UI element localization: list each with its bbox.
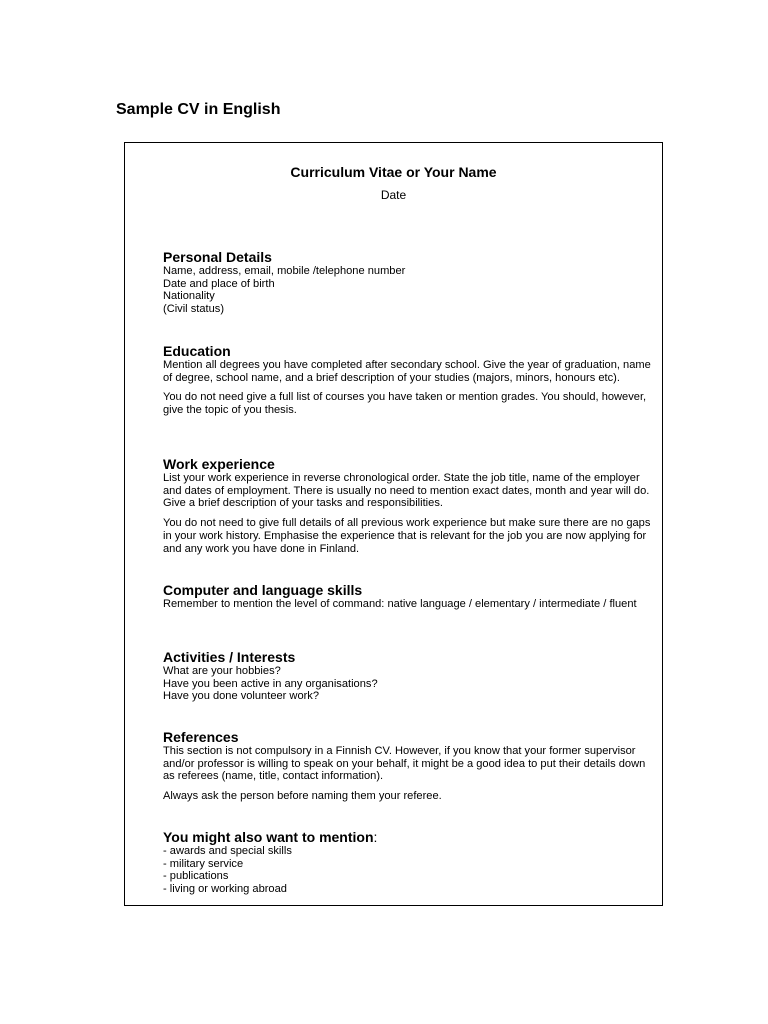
personal-line: Name, address, email, mobile /telephone number	[163, 265, 406, 277]
section-computer-language-skills	[163, 582, 658, 611]
activities-line: Have you been active in any organisations?	[163, 677, 378, 690]
activities-line: What are your hobbies?	[163, 665, 281, 677]
references-paragraph: This section is not compulsory in a Finnish CV. However, if you know that your former supervisor and/or professor is willing to speak on your behalf, it might be a good idea to put their details down as referees (name, title, contact information).	[163, 745, 646, 783]
education-paragraph: You do not need give a full list of courses you have taken or mention grades. You should, however, give the topic of you thesis.	[163, 391, 647, 417]
section-education	[163, 343, 658, 417]
section-heading: Computer and language skills	[163, 582, 363, 598]
personal-line: (Civil status)	[163, 303, 225, 316]
skills-paragraph: Remember to mention the level of command: native language / elementary / intermediate / fluent	[163, 598, 637, 610]
section-heading: Education	[163, 343, 231, 359]
page-heading: Sample CV in English	[116, 101, 281, 118]
education-paragraph: Mention all degrees you have completed after secondary school. Give the year of graduation, name of degree, school name, and a brief description of your studies (majors, minors, honours etc).	[163, 359, 651, 384]
mention-list-item: - military service	[163, 857, 244, 870]
personal-line: Date and place of birth	[163, 277, 275, 290]
section-heading	[163, 829, 658, 845]
section-heading: References	[163, 729, 239, 745]
mention-heading-text: You might also want to mention	[163, 829, 374, 845]
section-also-mention	[163, 829, 658, 896]
section-activities-interests	[163, 649, 658, 703]
mention-list-item: - living or working abroad	[163, 883, 287, 896]
work-paragraph: List your work experience in reverse chronological order. State the job title, name of the employer and dates of employment. There is usually no need to mention exact dates, month and year will do. Give a brief description of your tasks and responsibilities.	[163, 472, 650, 510]
mention-list-item: - publications	[163, 870, 229, 883]
cv-document-box	[124, 142, 663, 906]
activities-line: Have you done volunteer work?	[163, 690, 320, 703]
section-heading: Work experience	[163, 456, 275, 472]
section-references	[163, 729, 658, 803]
section-personal-details	[163, 249, 658, 316]
mention-list-item: - awards and special skills	[163, 845, 292, 857]
work-paragraph: You do not need to give full details of all previous work experience but make sure there are no gaps in your work history. Emphasise the experience that is relevant for the job you are now applying for and any work you have done in Finland.	[163, 517, 651, 555]
section-heading: Activities / Interests	[163, 649, 296, 665]
cv-date: Date	[380, 188, 407, 202]
mention-heading-colon: :	[373, 829, 378, 845]
personal-line: Nationality	[163, 290, 215, 303]
section-heading: Personal Details	[163, 249, 272, 265]
references-paragraph: Always ask the person before naming them your referee.	[163, 790, 442, 803]
section-work-experience	[163, 456, 658, 555]
cv-title: Curriculum Vitae or Your Name	[290, 164, 497, 180]
